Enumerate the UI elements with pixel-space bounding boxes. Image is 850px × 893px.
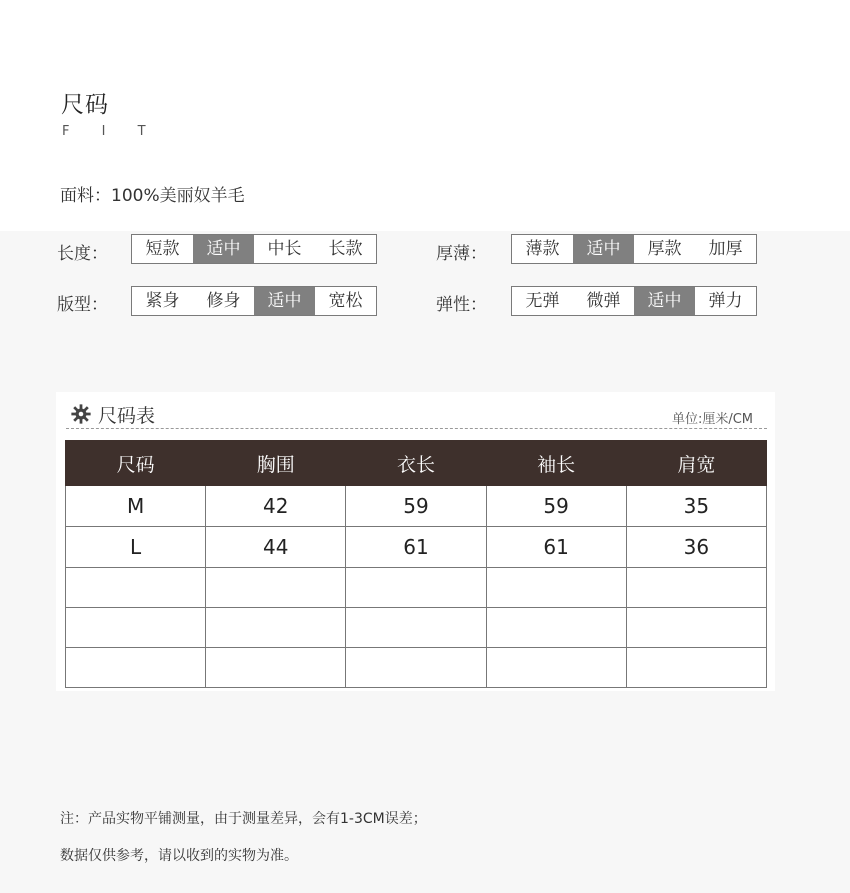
table-cell: 35 xyxy=(626,486,766,527)
table-cell xyxy=(206,648,346,688)
length-option: 短款 xyxy=(145,239,180,259)
table-cell xyxy=(486,648,626,688)
page-subtitle: F I T xyxy=(62,124,160,139)
table-cell: 61 xyxy=(346,527,486,568)
length-option: 中长 xyxy=(267,239,302,259)
table-cell xyxy=(626,608,766,648)
length-option: 长款 xyxy=(328,239,363,259)
table-row-empty xyxy=(66,648,767,688)
table-cell: 44 xyxy=(206,527,346,568)
fit-options xyxy=(131,286,377,316)
fabric-info: 面料：100%美丽奴羊毛 xyxy=(60,186,245,206)
elasticity-label: 弹性： xyxy=(436,295,487,315)
fit-label: 版型： xyxy=(57,295,108,315)
thickness-option: 厚款 xyxy=(647,239,682,259)
table-cell xyxy=(486,568,626,608)
length-label: 长度： xyxy=(57,244,108,264)
fit-option: 宽松 xyxy=(328,291,363,311)
table-cell xyxy=(626,568,766,608)
column-header: 衣长 xyxy=(346,441,486,486)
elasticity-option: 适中 xyxy=(634,287,695,315)
table-row xyxy=(66,527,767,568)
table-cell xyxy=(66,648,206,688)
table-cell: L xyxy=(66,527,206,568)
length-option: 适中 xyxy=(193,235,254,263)
size-chart xyxy=(56,392,775,691)
header-section xyxy=(0,0,850,231)
fit-option: 修身 xyxy=(206,291,241,311)
column-header: 袖长 xyxy=(486,441,626,486)
table-cell xyxy=(66,568,206,608)
table-cell: 59 xyxy=(486,486,626,527)
column-header: 胸围 xyxy=(206,441,346,486)
table-cell xyxy=(346,608,486,648)
thickness-option: 适中 xyxy=(573,235,634,263)
elasticity-option: 微弹 xyxy=(586,291,621,311)
table-cell: 42 xyxy=(206,486,346,527)
size-table xyxy=(65,440,767,688)
fit-option: 适中 xyxy=(254,287,315,315)
thickness-option: 薄款 xyxy=(525,239,560,259)
column-header: 尺码 xyxy=(66,441,206,486)
table-cell xyxy=(206,568,346,608)
table-row-empty xyxy=(66,568,767,608)
note-line-1: 注：产品实物平铺测量，由于测量差异，会有1-3CM误差； xyxy=(60,811,427,827)
table-row xyxy=(66,486,767,527)
table-cell: 36 xyxy=(626,527,766,568)
elasticity-option: 弹力 xyxy=(708,291,743,311)
table-row-empty xyxy=(66,608,767,648)
table-cell xyxy=(206,608,346,648)
table-cell: M xyxy=(66,486,206,527)
unit-label: 单位:厘米/CM xyxy=(671,412,753,427)
table-cell xyxy=(346,648,486,688)
table-cell: 59 xyxy=(346,486,486,527)
table-cell xyxy=(626,648,766,688)
length-options xyxy=(131,234,377,264)
table-cell xyxy=(346,568,486,608)
gear-icon xyxy=(70,403,92,425)
elasticity-options xyxy=(511,286,757,316)
thickness-label: 厚薄： xyxy=(436,244,487,264)
note-line-2: 数据仅供参考，请以收到的实物为准。 xyxy=(60,848,298,864)
table-header-row xyxy=(66,441,767,486)
table-cell: 61 xyxy=(486,527,626,568)
page-title: 尺码 xyxy=(61,92,109,118)
size-chart-header xyxy=(70,400,155,428)
dotted-divider xyxy=(66,428,767,429)
column-header: 肩宽 xyxy=(626,441,766,486)
elasticity-option: 无弹 xyxy=(525,291,560,311)
table-cell xyxy=(486,608,626,648)
size-chart-title: 尺码表 xyxy=(98,404,156,427)
thickness-option: 加厚 xyxy=(708,239,743,259)
thickness-options xyxy=(511,234,757,264)
table-cell xyxy=(66,608,206,648)
fit-option: 紧身 xyxy=(145,291,180,311)
